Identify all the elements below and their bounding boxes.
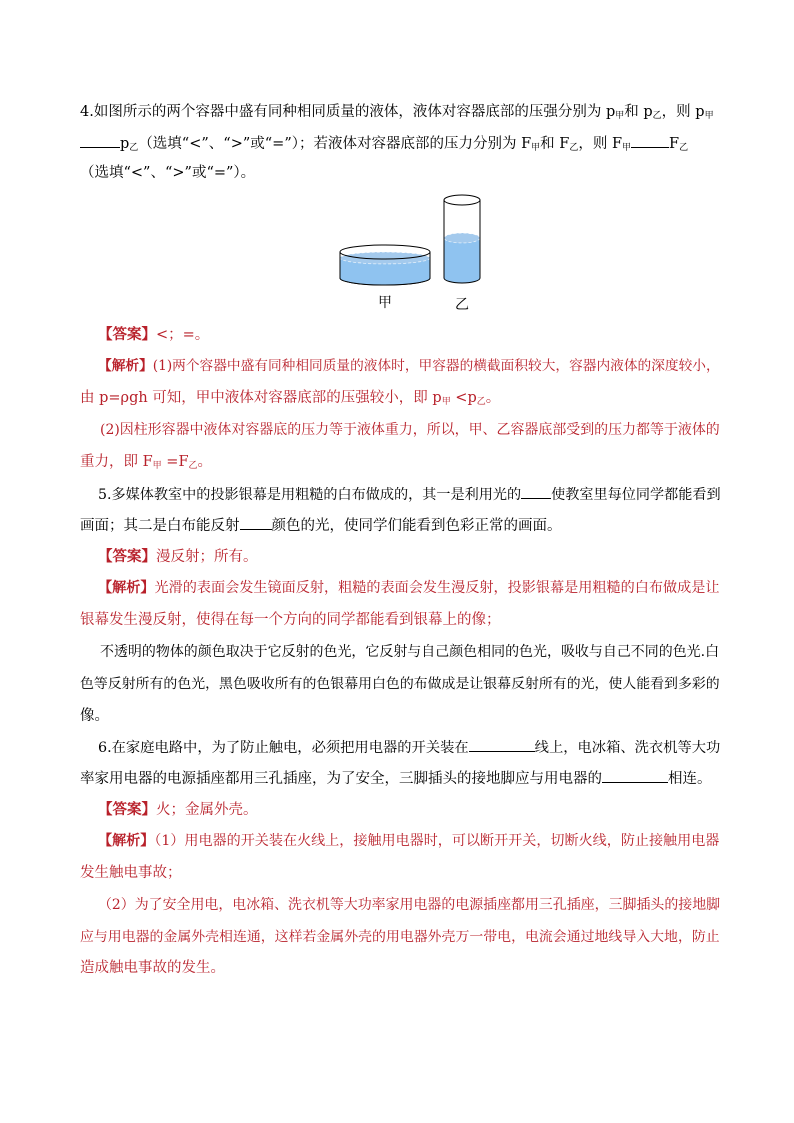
q6-line-2: 率家用电器的电源插座都用三孔插座，为了安全，三脚插头的接地脚应与用电器的 相连。 <box>80 768 712 789</box>
q4-explanation-2: 由 p=ρgh 可知，甲中液体对容器底部的压强较小，即 $p_甲 <p_乙$。 <box>80 390 501 407</box>
q5-blank-2[interactable] <box>240 515 272 530</box>
q5-explanation-5: 像。 <box>80 708 109 724</box>
q5-explanation-2: 银幕发生漫反射，使得在每一个方向的同学都能看到银幕上的像； <box>80 612 501 628</box>
q4-explanation-1: 【解析】(1)两个容器中盛有同种相同质量的液体时，甲容器的横截面积较大，容器内液体的深度较小， <box>98 358 720 374</box>
q4-line-2: $p_乙$（选填“<”、“>”或“=”）；若液体对容器底部的压力分别为 $F_甲$和 $F_乙$，则 $F_甲$ $F_乙$ <box>80 133 688 158</box>
q5-answer: 【答案】漫反射；所有。 <box>98 548 258 565</box>
q5-explanation-4: 色等反射所有的色光，黑色吸收所有的色银幕用白色的布做成是让银幕反射所有的光，使人能看到多彩的 <box>80 676 720 692</box>
q4-explanation-3: (2)因柱形容器中液体对容器底的压力等于液体重力，所以，甲、乙容器底部受到的压力都等于液体的 <box>100 422 720 438</box>
q6-answer: 【答案】火；金属外壳。 <box>98 801 258 818</box>
q4-answer: 【答案】<；=。 <box>98 326 210 343</box>
q6-explanation-4: 应与用电器的金属外壳相连通，这样若金属外壳的用电器外壳万一带电，电流会通过地线导入大地，防止 <box>80 929 720 945</box>
q6-blank-1[interactable] <box>469 737 535 752</box>
q4-line-3: （选填“<”、“>”或“=”）。 <box>80 165 256 181</box>
q4-blank-2[interactable] <box>631 133 669 148</box>
container-yi <box>444 195 480 283</box>
label-jia: 甲 <box>378 295 392 311</box>
q6-explanation-2: 发生触电事故； <box>80 865 182 881</box>
q4-line-1: 4.如图所示的两个容器中盛有同种相同质量的液体，液体对容器底部的压强分别为 $p_甲$和 $p_乙$，则 $p_甲$ <box>80 104 714 121</box>
q6-blank-2[interactable] <box>602 768 668 783</box>
q5-blank-1[interactable] <box>521 484 551 499</box>
q6-explanation-1: 【解析】（1）用电器的开关装在火线上，接触用电器时，可以断开开关，切断火线，防止接触用电器 <box>98 833 720 849</box>
q6-line-1: 6.在家庭电路中，为了防止触电，必须把用电器的开关装在 线上，电冰箱、洗衣机等大功 <box>98 737 720 758</box>
q6-explanation-3: （2）为了安全用电，电冰箱、洗衣机等大功率家用电器的电源插座都用三孔插座，三脚插头的接地脚 <box>98 897 721 913</box>
q5-line-1: 5.多媒体教室中的投影银幕是用粗糙的白布做成的，其一是利用光的 使教室里每位同学都能看到 <box>98 484 721 505</box>
q6-explanation-5: 造成触电事故的发生。 <box>80 960 225 976</box>
q4-blank-1[interactable] <box>80 133 120 148</box>
q5-line-2: 画面；其二是白布能反射 颜色的光，使同学们能看到色彩正常的画面。 <box>80 515 562 536</box>
q5-explanation-3: 不透明的物体的颜色取决于它反射的色光，它反射与自己颜色相同的色光，吸收与自己不同的色光.白 <box>100 644 720 660</box>
q5-explanation-1: 【解析】光滑的表面会发生镜面反射，粗糙的表面会发生漫反射，投影银幕是用粗糙的白布做成是让 <box>98 580 720 596</box>
containers-figure <box>330 190 500 315</box>
q4-explanation-4: 重力，即 $F_甲 =F_乙$。 <box>80 454 213 471</box>
container-jia <box>340 245 430 285</box>
label-yi: 乙 <box>455 297 469 313</box>
